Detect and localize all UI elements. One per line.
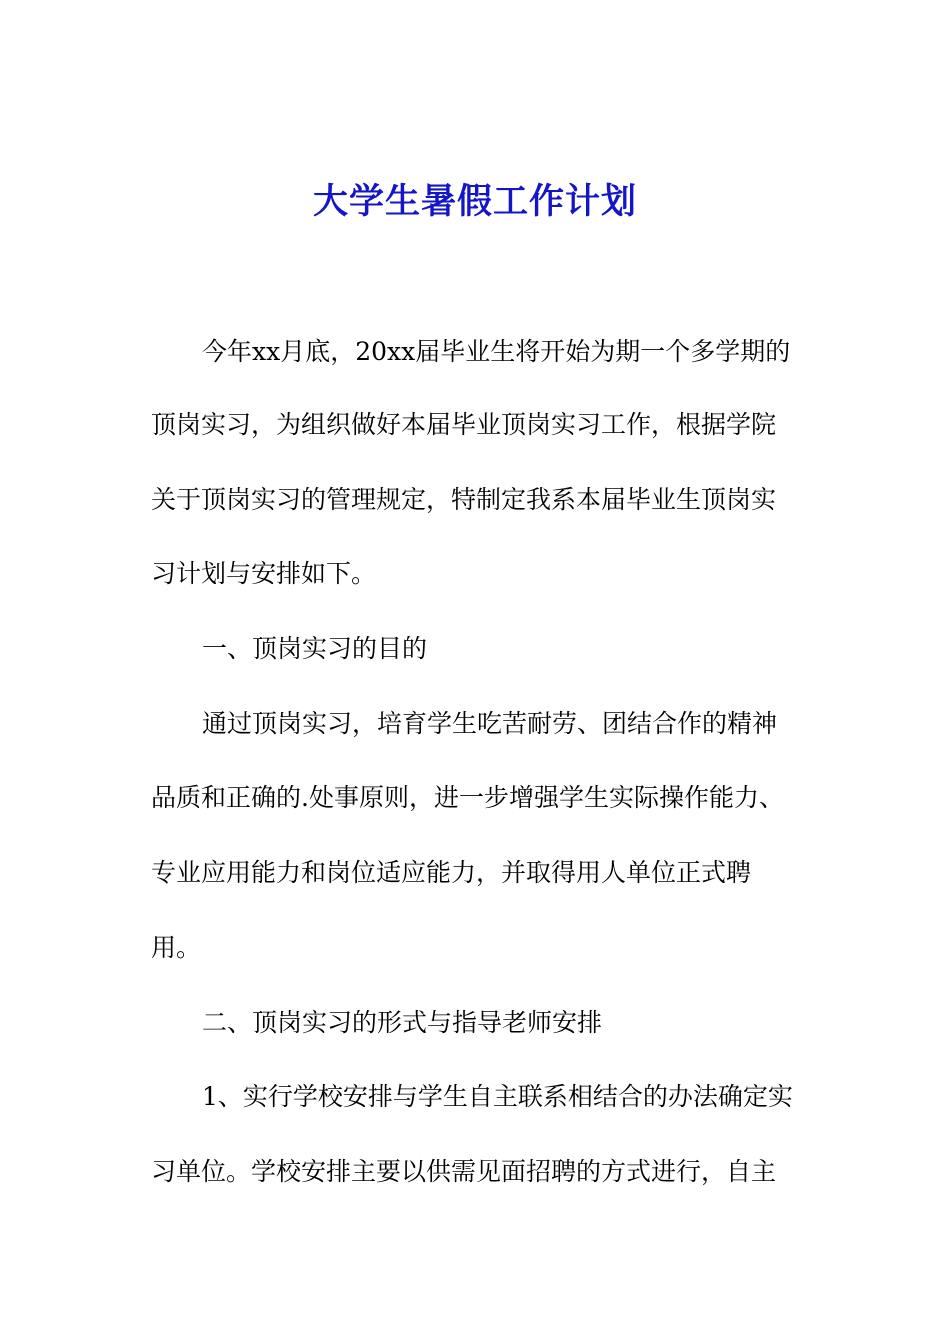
paragraph-intro-line-1: 今年xx月底，20xx届毕业生将开始为期一个多学期的 [202,337,791,366]
document-title: 大学生暑假工作计划 [312,182,637,222]
paragraph-purpose-line-2: 品质和正确的.处事原则，进一步增强学生实际操作能力、 [151,783,784,812]
paragraph-purpose-line-4: 用。 [151,933,202,962]
section-heading-2: 二、顶岗实习的形式与指导老师安排 [202,1008,603,1037]
section-heading-1: 一、顶岗实习的目的 [202,634,428,663]
paragraph-intro-line-3: 关于顶岗实习的管理规定，特制定我系本届毕业生顶岗实 [151,485,777,514]
paragraph-purpose-line-1: 通过顶岗实习，培育学生吃苦耐劳、团结合作的精神 [202,709,778,738]
paragraph-intro-line-2: 顶岗实习，为组织做好本届毕业顶岗实习工作，根据学院 [151,410,777,439]
paragraph-purpose-line-3: 专业应用能力和岗位适应能力，并取得用人单位正式聘 [151,858,752,887]
paragraph-item1-line-1: 1、实行学校安排与学生自主联系相结合的办法确定实 [202,1082,793,1111]
paragraph-intro-line-4: 习计划与安排如下。 [151,559,377,588]
paragraph-item1-line-2: 习单位。学校安排主要以供需见面招聘的方式进行，自主 [151,1157,777,1186]
